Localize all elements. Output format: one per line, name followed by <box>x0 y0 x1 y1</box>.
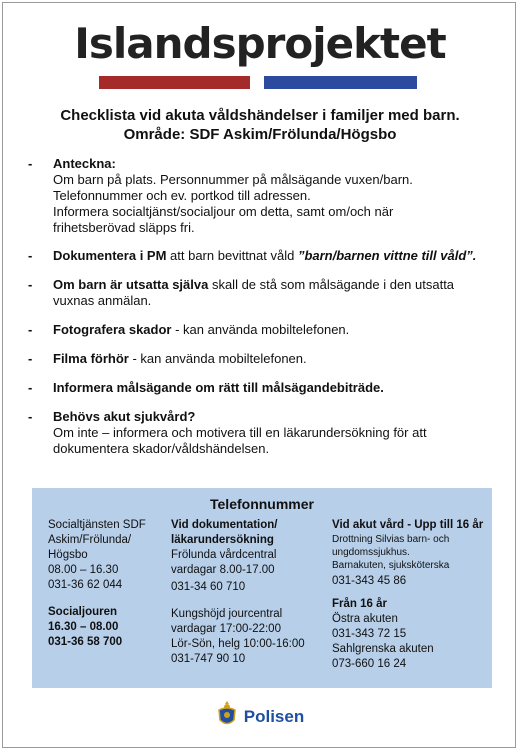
phone-number: 031-343 45 86 <box>332 575 407 587</box>
checklist-item <box>28 351 498 367</box>
checklist-item <box>28 322 498 338</box>
project-logo: Islandsprojektet <box>74 19 446 68</box>
phone-numbers-box <box>32 488 492 688</box>
item-text: - kan använda mobiltelefonen. <box>128 351 307 366</box>
social-services-column <box>48 518 168 650</box>
blue-stripe <box>264 76 417 89</box>
col-line: vardagar 17:00-22:00 <box>171 623 281 635</box>
bullet-dash: - <box>28 380 33 395</box>
phone-number: 031-747 90 10 <box>171 653 246 665</box>
checklist-item <box>28 409 498 457</box>
col-heading: Vid akut vård - Upp till 16 år <box>332 519 484 531</box>
col-heading: Från 16 år <box>332 598 387 610</box>
item-title: Dokumentera i PM <box>53 248 167 263</box>
item-text: att barn bevittnat våld <box>166 248 298 263</box>
police-footer <box>0 700 520 733</box>
col-line: Högsbo <box>48 549 88 561</box>
bullet-dash: - <box>28 248 33 263</box>
phone-number: 031-343 72 15 <box>332 628 407 640</box>
col-line: Socialtjänsten SDF <box>48 519 146 531</box>
police-emblem-icon <box>216 700 238 733</box>
checklist-item <box>28 248 498 264</box>
col-line: 08.00 – 16.30 <box>48 564 119 576</box>
acute-care-column <box>332 518 490 672</box>
col-line: ungdomssjukhus. <box>332 547 410 558</box>
item-line: dokumentera skador/våldshändelsen. <box>53 441 270 456</box>
bullet-dash: - <box>28 409 33 424</box>
col-heading: läkarundersökning <box>171 534 274 546</box>
col-line: Sahlgrenska akuten <box>332 643 434 655</box>
col-line: Drottning Silvias barn- och <box>332 534 450 545</box>
heading-line-1: Checklista vid akuta våldshändelser i familjer med barn. <box>60 107 460 124</box>
bullet-dash: - <box>28 156 33 171</box>
police-brand: Polisen <box>243 706 305 726</box>
col-line: 16.30 – 08.00 <box>48 621 119 633</box>
checklist <box>28 156 498 457</box>
item-line: Informera socialtjänst/socialjour om detta, samt om/och när <box>53 204 394 219</box>
col-line: Barnakuten, sjuksköterska <box>332 560 450 571</box>
col-heading: Vid dokumentation/ <box>171 519 278 531</box>
phone-number: 031-34 60 710 <box>171 581 246 593</box>
item-line: Om inte – informera och motivera till en läkarundersökning för att <box>53 425 427 440</box>
phone-number: 031-36 58 700 <box>48 636 123 648</box>
phone-number: 031-36 62 044 <box>48 579 123 591</box>
col-line: vardagar 8.00-17.00 <box>171 564 275 576</box>
checklist-heading <box>0 106 520 144</box>
bullet-dash: - <box>28 277 33 292</box>
checklist-item <box>28 156 498 236</box>
col-line: Kungshöjd jourcentral <box>171 608 283 620</box>
item-title: Om barn är utsatta själva <box>53 277 209 292</box>
col-line: Lör-Sön, helg 10:00-16:00 <box>171 638 305 650</box>
item-line: Om barn på plats. Personnummer på målsägande vuxen/barn. <box>53 172 413 187</box>
bullet-dash: - <box>28 351 33 366</box>
item-line: vuxnas anmälan. <box>53 293 152 308</box>
item-title: Fotografera skador <box>53 322 172 337</box>
col-line: Askim/Frölunda/ <box>48 534 132 546</box>
heading-line-2: Område: SDF Askim/Frölunda/Högsbo <box>123 126 397 143</box>
item-title: Informera målsägande om rätt till målsägandebiträde. <box>53 380 384 395</box>
item-text: skall de stå som målsägande i den utsatta <box>208 277 455 292</box>
phone-box-title: Telefonnummer <box>210 496 314 512</box>
checklist-item <box>28 277 498 309</box>
red-stripe <box>99 76 250 89</box>
col-heading: Socialjouren <box>48 606 118 618</box>
phone-number: 073-660 16 24 <box>332 658 407 670</box>
item-line: frihetsberövad släpps fri. <box>53 220 195 235</box>
documentation-column <box>171 518 331 667</box>
col-line: Frölunda vårdcentral <box>171 549 277 561</box>
item-title: Behövs akut sjukvård? <box>53 409 196 424</box>
item-italic: ”barn/barnen vittne till våld”. <box>297 248 477 263</box>
col-line: Östra akuten <box>332 613 398 625</box>
checklist-item <box>28 380 498 396</box>
item-title: Anteckna: <box>53 156 116 171</box>
item-title: Filma förhör <box>53 351 129 366</box>
bullet-dash: - <box>28 322 33 337</box>
item-line: Telefonnummer och ev. portkod till adressen. <box>53 188 311 203</box>
item-text: - kan använda mobiltelefonen. <box>171 322 350 337</box>
